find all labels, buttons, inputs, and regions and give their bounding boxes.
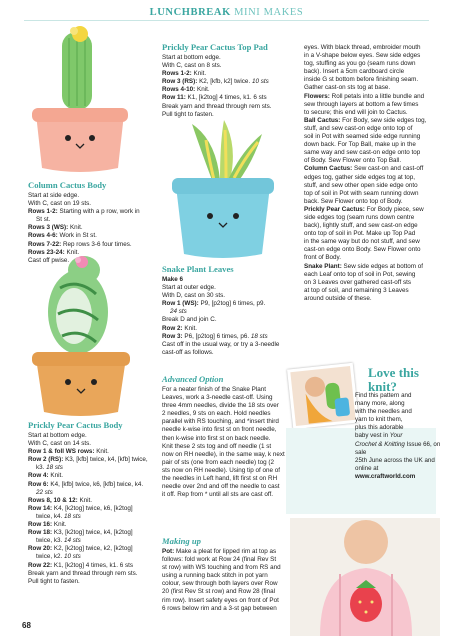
snake-plant-heading: Snake Plant Leaves	[162, 264, 234, 274]
line-label: Row 3 (RS):	[162, 78, 198, 86]
line-text: With C, cast on 19 sts.	[28, 200, 91, 208]
prickly-body-section	[28, 420, 158, 586]
line-text: For Body, sew side edges tog,	[340, 116, 427, 124]
text-line	[304, 190, 450, 198]
text-line	[162, 605, 296, 613]
line-text: Rep rows 3-6 four times.	[61, 240, 132, 248]
text-line	[162, 308, 290, 316]
text-line	[28, 521, 158, 529]
text-line	[162, 111, 290, 119]
line-text: 6 rows below rim and a 3-st gap between	[162, 604, 277, 612]
text-line	[28, 216, 154, 224]
header-bold: LUNCHBREAK	[149, 7, 231, 18]
line-text: twice, k4.	[36, 512, 64, 520]
line-label: Row 14:	[28, 504, 53, 512]
text-line	[28, 489, 158, 497]
text-line	[28, 224, 154, 232]
text-line	[304, 109, 450, 117]
text-line	[28, 192, 154, 200]
line-text: rim row). Insert safety eyes on front of Pot	[162, 596, 279, 604]
love-title-line2: knit?	[368, 379, 397, 394]
line-text: St st.	[36, 216, 51, 224]
line-text: K2, [kfb, k2] twice.	[197, 78, 252, 86]
column-cactus-heading: Column Cactus Body	[28, 180, 107, 190]
text-line	[304, 125, 450, 133]
text-line	[162, 467, 296, 475]
text-line	[162, 426, 296, 434]
text-line	[28, 481, 158, 489]
line-text: on 3 Leaves over gathered cast-off sts	[304, 278, 411, 286]
text-line	[162, 459, 296, 467]
line-text: Knit.	[94, 448, 109, 456]
text-line	[162, 580, 296, 588]
text-line	[162, 410, 296, 418]
text-line	[304, 76, 450, 84]
line-text: K3, [k2tog] twice, k4, [k2tog]	[52, 529, 133, 537]
header-light: MINI MAKES	[230, 7, 304, 18]
line-text: Cast off pwise.	[28, 256, 70, 264]
line-text: sew through layers at bottom a few times	[304, 100, 419, 108]
text-line	[28, 545, 158, 553]
making-up-body	[162, 548, 296, 613]
line-text: stuff, and sew cast-on edge onto top of	[304, 124, 413, 132]
text-line	[28, 249, 154, 257]
line-italic: 18 sts	[250, 332, 268, 340]
line-text: to secure; this end will join to Cactus.	[304, 108, 408, 116]
text-line	[162, 292, 290, 300]
line-label: Rows 4-6:	[28, 232, 58, 240]
text-line	[304, 60, 450, 68]
line-text: front of Body.	[304, 254, 341, 262]
line-text: Knit these 2 sts tog and off needle (1 st	[162, 442, 272, 450]
love-it-body	[355, 392, 447, 481]
line-text: same way and sew cast-on edge onto top	[304, 149, 421, 157]
line-label: Row 18:	[28, 529, 53, 537]
text-line	[28, 200, 154, 208]
line-text: K2, [k2tog] twice, k2, [k2tog]	[52, 545, 133, 553]
text-line	[355, 432, 447, 440]
line-text: Pull tight to fasten.	[28, 577, 80, 585]
text-line	[304, 279, 450, 287]
text-line	[162, 597, 296, 605]
text-line	[304, 271, 450, 279]
text-line	[304, 198, 450, 206]
line-text: Leaves, work a 3-needle cast-off. Using	[162, 394, 273, 402]
text-line	[28, 241, 154, 249]
line-text: stuff, and sew other open side edge onto	[304, 181, 418, 189]
line-text: Work in St st.	[57, 232, 97, 240]
line-text: back. Sew Flower onto top of Body.	[304, 197, 403, 205]
line-label: Prickly Pear Cactus:	[304, 205, 365, 213]
text-line	[304, 263, 450, 271]
line-text: eyes. With black thread, embroider mouth	[304, 44, 421, 51]
line-label: Row 1 (WS):	[162, 300, 199, 308]
line-label: Ball Cactus:	[304, 116, 341, 124]
text-line	[162, 300, 290, 308]
text-line	[355, 457, 447, 473]
line-text: Gather cast-on sts tog at base.	[304, 84, 391, 92]
line-text: Make a pleat for lipped rim at top as	[174, 548, 277, 555]
line-text: parallel with RS touching, and *insert third	[162, 418, 279, 426]
text-line	[304, 157, 450, 165]
text-line	[162, 70, 290, 78]
line-label: Row 6:	[28, 480, 49, 488]
prickly-body-heading: Prickly Pear Cactus Body	[28, 420, 123, 430]
line-text: st row) with WS touching and from RS and	[162, 564, 281, 572]
love-this-knit-text	[355, 392, 447, 481]
text-line	[28, 432, 158, 440]
line-label: Rows 1-2:	[162, 70, 192, 78]
line-text: needle over 2nd and off the needle to cast	[162, 483, 280, 491]
line-text: pair of sts (one from each needle) tog (2	[162, 458, 275, 466]
text-line	[162, 483, 296, 491]
line-label: Row 11:	[162, 94, 186, 102]
line-text: the needles in Left hand, lift first st on RH	[162, 475, 278, 483]
line-text: top of soil in Pot with seam running down	[304, 189, 419, 197]
line-text: With C, cast on 14 sts.	[28, 440, 91, 448]
text-line	[28, 562, 158, 570]
text-line	[162, 276, 290, 284]
line-text: P9, [p2tog] 6 times, p9.	[198, 300, 266, 308]
line-text: colour, sew through both layers over Row	[162, 580, 278, 588]
line-text: Knit.	[52, 521, 67, 529]
line-label: Row 22:	[28, 561, 53, 569]
text-line	[162, 588, 296, 596]
prickly-body-body	[28, 432, 158, 586]
line-text: at top of soil, and remaining 3 Leaves	[304, 286, 409, 294]
baby-cactus-photo	[287, 363, 359, 430]
line-text: edges tog, gather side edges tog at top,	[304, 173, 415, 181]
line-text: twice, k3.	[36, 537, 64, 545]
text-line	[162, 418, 296, 426]
line-text: Knit.	[68, 224, 83, 232]
line-text: each Leaf onto top of soil in Pot, sewing	[304, 270, 416, 278]
line-text: of Body. Sew Flower onto Top Ball.	[304, 157, 402, 165]
text-line	[304, 93, 450, 101]
line-text: Break D and join C.	[162, 316, 217, 324]
text-line	[28, 570, 158, 578]
line-label: Rows 7-22:	[28, 240, 62, 248]
line-text: K4, [k2tog] twice, k6, [k2tog]	[52, 504, 133, 512]
text-line	[28, 440, 158, 448]
prickly-top-body	[162, 54, 290, 119]
line-label: Row 2 (RS):	[28, 456, 64, 464]
text-line	[162, 443, 296, 451]
line-text: in the same way but do not stuff, and sew	[304, 238, 420, 246]
line-label: Make 6	[162, 276, 184, 283]
text-line	[162, 78, 290, 86]
text-line	[162, 475, 296, 483]
line-italic: 10 sts	[64, 553, 81, 561]
page-number: 68	[22, 621, 31, 630]
prickly-top-heading: Prickly Pear Cactus Top Pad	[162, 42, 268, 52]
line-text: Knit.	[195, 86, 210, 94]
right-column-body	[304, 44, 450, 303]
text-line	[162, 564, 296, 572]
line-label: Rows 4-10:	[162, 86, 196, 94]
line-text: 2 needles, 9 sts on each. Hold needles	[162, 410, 271, 418]
line-text: Roll petals into a little bundle and	[329, 92, 425, 100]
text-line	[28, 232, 154, 240]
line-text: Start at outer edge.	[162, 284, 216, 292]
text-line	[355, 408, 447, 416]
text-line	[162, 94, 290, 102]
line-text: twice, k2.	[36, 553, 64, 561]
line-text: yarn to knit them,	[355, 416, 403, 424]
line-italic: 14 sts	[64, 537, 81, 545]
line-text: Knit.	[191, 70, 207, 78]
line-text: P6, [p2tog] 6 times, p6.	[182, 332, 251, 340]
text-line	[162, 54, 290, 62]
line-label: Rows 3 (WS):	[28, 224, 69, 232]
line-text: onto top of soil in Pot. Make up Top Pad	[304, 230, 416, 238]
section-header	[0, 7, 453, 18]
text-line	[355, 416, 447, 424]
line-text: For Body piece, sew	[364, 205, 424, 213]
line-italic: 22 sts	[36, 488, 53, 496]
line-italic: 18 sts	[46, 464, 63, 472]
text-line	[28, 448, 158, 456]
line-text: With C, cast on 8 sts.	[162, 62, 222, 70]
text-line	[304, 295, 450, 303]
text-line	[304, 117, 450, 125]
text-line	[355, 400, 447, 408]
line-label: Row 20:	[28, 545, 53, 553]
love-title-line1: Love this	[368, 365, 419, 380]
line-text: inside G st bottom before finishing seam.	[304, 76, 419, 84]
line-text: K1, [k2tog] 4 times, k1. 6 sts	[52, 561, 134, 569]
line-text: cast-on edge onto Body. Sew Flower onto	[304, 246, 421, 254]
line-text: For a neater finish of the Snake Plant	[162, 386, 266, 393]
line-italic: 24 sts	[170, 308, 187, 316]
column-cactus-body	[28, 192, 154, 265]
text-line	[162, 103, 290, 111]
text-line	[304, 246, 450, 254]
text-line	[162, 451, 296, 459]
text-line	[304, 222, 450, 230]
line-text: Issue 66, on sale	[355, 440, 441, 456]
line-label: Column Cactus:	[304, 165, 353, 173]
text-line	[304, 206, 450, 214]
line-italic: 18 sts	[64, 512, 81, 520]
advanced-body	[162, 386, 296, 499]
line-text: Start at bottom edge.	[28, 432, 87, 439]
line-text: Find this pattern and	[355, 392, 412, 399]
baby-photo-image	[287, 363, 359, 430]
line-text: baby vest in	[355, 432, 390, 440]
making-up-section	[162, 536, 296, 613]
line-text: K1, [k2tog] 4 times, k1. 6 sts	[185, 94, 267, 102]
line-text: Start at side edge.	[28, 192, 80, 199]
text-line	[162, 548, 296, 556]
line-text: now on RH needle), in the same way, k next	[162, 450, 285, 458]
text-line	[162, 62, 290, 70]
text-line	[355, 424, 447, 432]
line-text: plus this adorable	[355, 424, 404, 432]
line-text: Cast off in the usual way, or try a 3-needle	[162, 340, 280, 348]
line-text: Knit.	[48, 472, 63, 480]
text-line	[162, 316, 290, 324]
text-line	[304, 133, 450, 141]
line-label: Snake Plant:	[304, 262, 342, 270]
line-text: follows: fold work at Row 24 (final Rev St	[162, 556, 277, 564]
text-line	[28, 456, 158, 464]
line-text: then k-wise into first st on back needle.	[162, 434, 271, 442]
line-text: cast-off as follows.	[162, 348, 214, 356]
line-text: With D, cast on 30 sts.	[162, 292, 225, 300]
line-label: Flowers:	[304, 92, 330, 100]
line-text: around outside of these.	[304, 294, 372, 302]
text-line	[304, 254, 450, 262]
snake-plant-body	[162, 276, 290, 357]
text-line	[162, 402, 296, 410]
prickly-pear-photo	[22, 254, 140, 419]
text-line	[162, 284, 290, 292]
text-line	[162, 341, 290, 349]
text-line	[162, 394, 296, 402]
text-line	[28, 578, 158, 586]
snake-plant-section	[162, 264, 290, 357]
text-line	[304, 287, 450, 295]
line-text: Knit.	[77, 496, 93, 504]
text-line	[162, 491, 296, 499]
line-text: Knit.	[182, 324, 197, 332]
text-line	[28, 472, 158, 480]
line-text: back), lightly stuff, and sew cast-on edge	[304, 222, 418, 230]
text-line	[304, 101, 450, 109]
line-text: k3.	[36, 464, 47, 472]
line-label: Row 2:	[162, 324, 183, 332]
text-line	[162, 435, 296, 443]
line-text: Start at bottom edge.	[162, 54, 221, 61]
header-divider	[24, 20, 429, 21]
column-cactus-section	[28, 180, 154, 265]
text-line	[28, 505, 158, 513]
text-line	[28, 513, 158, 521]
line-label: Row 1 & foll WS rows:	[28, 448, 95, 456]
line-text: Sew cast-on and cast-off	[352, 165, 424, 173]
text-line	[304, 84, 450, 92]
text-line	[355, 473, 447, 481]
line-text: 25th June across the UK and online at	[355, 456, 435, 472]
text-line	[162, 325, 290, 333]
text-line	[28, 553, 158, 561]
advanced-heading: Advanced Option	[162, 374, 224, 384]
text-line	[304, 238, 450, 246]
making-up-heading: Making up	[162, 536, 201, 546]
line-text: in a V-shape below eyes. Sew side edges	[304, 52, 421, 60]
line-text: sts now on RH needle). Using tip of one of	[162, 466, 280, 474]
prickly-top-section	[162, 42, 290, 119]
text-line	[304, 68, 450, 76]
line-text: using a running back stitch in pot yarn	[162, 572, 268, 580]
text-line	[304, 174, 450, 182]
line-text: down back. For Top Ball, make up in the	[304, 141, 416, 149]
line-text: K4, [kfb] twice, k6, [kfb] twice, k4.	[48, 480, 144, 488]
text-line	[162, 86, 290, 94]
line-text: many more, along	[355, 400, 405, 408]
line-text: 20 (first Rev St st row) and Row 28 (final	[162, 588, 276, 596]
love-this-knit-title	[368, 366, 419, 394]
line-label: www.craftworld.com	[355, 472, 416, 480]
line-text: Break yarn and thread through rem sts.	[162, 102, 272, 110]
text-line	[28, 537, 158, 545]
text-line	[28, 464, 158, 472]
line-text: Sew side edges at bottom of	[341, 262, 424, 270]
line-label: Row 3:	[162, 332, 183, 340]
line-text: tog, stuffing as you go (seam runs down	[304, 60, 416, 68]
line-italic: Your	[389, 432, 403, 440]
text-line	[162, 386, 296, 394]
line-label: Row 4:	[28, 472, 49, 480]
text-line	[304, 165, 450, 173]
line-text: it off. Rep from * until all sts are cast off.	[162, 491, 274, 499]
text-line	[28, 529, 158, 537]
line-text: with the needles and	[355, 408, 412, 416]
line-label: Rows 23-24:	[28, 248, 65, 256]
line-label: Pot:	[162, 548, 175, 555]
line-text: Starting with a p row, work in	[57, 208, 140, 216]
text-line	[28, 208, 154, 216]
line-label: Rows 1-2:	[28, 208, 58, 216]
line-text: K3, [kfb] twice, k4, [kfb] twice,	[63, 456, 148, 464]
line-text: side edges tog (seam runs down centre	[304, 213, 415, 221]
text-line	[162, 349, 290, 357]
column-cactus-photo	[22, 26, 140, 176]
baby-vest-photo	[290, 518, 440, 636]
line-text: Pull tight to fasten.	[162, 110, 214, 118]
snake-plant-photo	[162, 120, 284, 260]
text-line	[28, 257, 154, 265]
text-line	[355, 441, 447, 457]
text-line	[304, 182, 450, 190]
line-text: soil in Pot with seamed side edge running	[304, 133, 421, 141]
line-text: Knit.	[64, 248, 80, 256]
text-line	[304, 52, 450, 60]
line-italic: 10 sts	[251, 78, 269, 86]
right-column-section	[304, 44, 450, 303]
line-label: Rows 8, 10 & 12:	[28, 496, 78, 504]
text-line	[28, 497, 158, 505]
line-text: needle k-wise into first st on front needle,	[162, 426, 277, 434]
text-line	[304, 149, 450, 157]
text-line	[162, 572, 296, 580]
line-italic: Crochet & Knitting	[355, 440, 405, 448]
line-label: Row 16:	[28, 521, 53, 529]
text-line	[162, 556, 296, 564]
line-text: three 4mm needles, divide the 18 sts over	[162, 402, 279, 410]
text-line	[304, 214, 450, 222]
text-line	[304, 44, 450, 52]
text-line	[162, 333, 290, 341]
line-text: Break yarn and thread through rem sts.	[28, 569, 138, 577]
advanced-section	[162, 374, 296, 499]
text-line	[304, 141, 450, 149]
text-line	[355, 392, 447, 400]
line-text: back). Insert a 5cm cardboard circle	[304, 68, 405, 76]
text-line	[304, 230, 450, 238]
